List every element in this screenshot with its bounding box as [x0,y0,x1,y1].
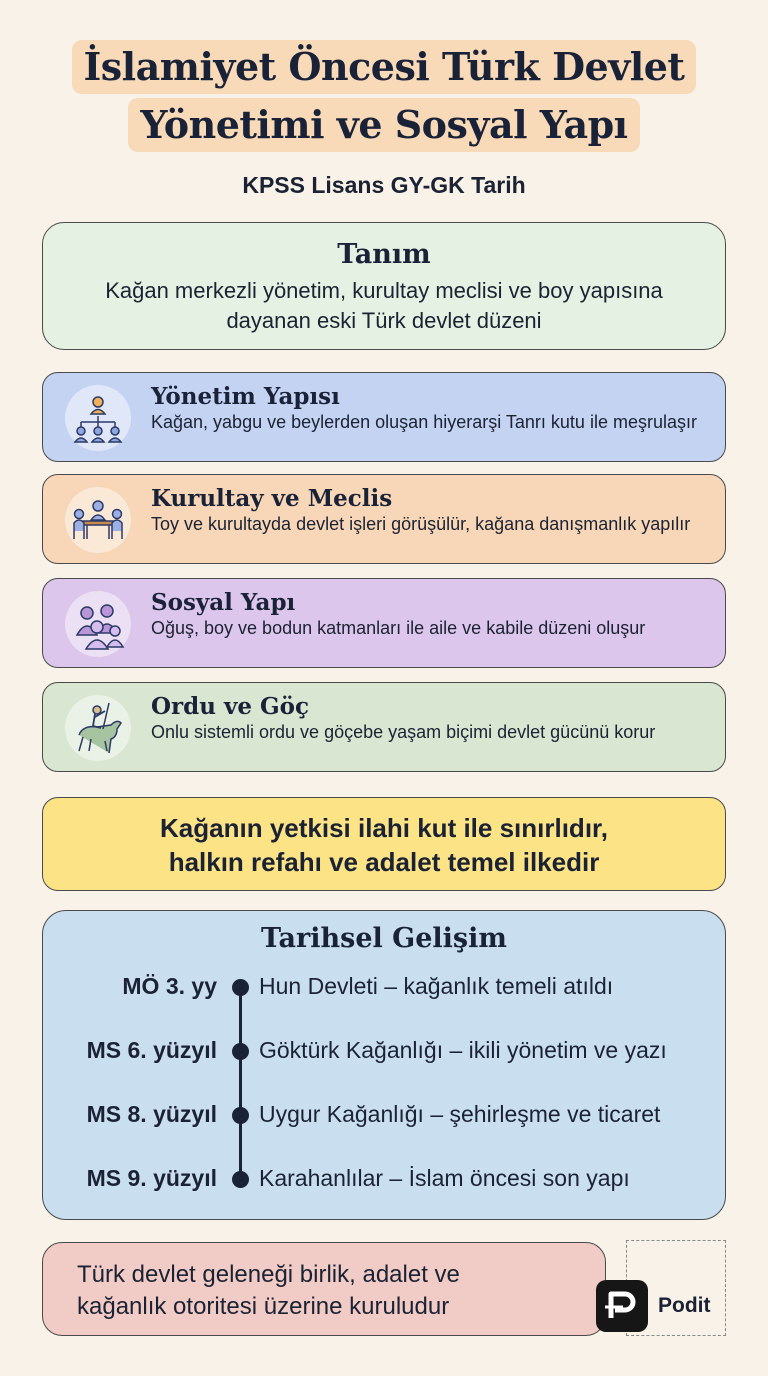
title-line-1: İslamiyet Öncesi Türk Devlet [72,40,697,94]
feature-card-council [42,474,726,564]
feature-card-army [42,682,726,772]
timeline-event: Göktürk Kağanlığı – ikili yönetim ve yazı [259,1037,667,1063]
definition-text: Kağan merkezli yönetim, kurultay meclisi ve boy yapısına dayanan eski Türk devlet düzeni [105,278,663,333]
podit-logo-icon [596,1280,648,1332]
feature-text: Kağan, yabgu ve beylerden oluşan hiyerarşi Tanrı kutu ile meşrulaşır [151,412,697,432]
feature-title: Kurultay ve Meclis [151,485,393,512]
timeline-dot [232,1171,249,1188]
feature-text: Onlu sistemli ordu ve göçebe yaşam biçimi devlet gücünü korur [151,722,656,742]
timeline-dot [232,1107,249,1124]
key-principle-callout [42,797,726,891]
feature-title: Sosyal Yapı [151,589,296,616]
timeline-event: Uygur Kağanlığı – şehirleşme ve ticaret [259,1101,661,1127]
summary-line-2: kağanlık otoritesi üzerine kuruludur [77,1293,450,1320]
timeline-event: Karahanlılar – İslam öncesi son yapı [259,1165,630,1191]
timeline-item [43,1033,725,1067]
hierarchy-icon [65,385,131,451]
definition-card [42,222,726,350]
horse-rider-icon [65,695,131,761]
timeline-axis [239,985,242,1181]
subtitle: KPSS Lisans GY-GK Tarih [242,172,526,198]
timeline-date: MÖ 3. yy [122,973,217,999]
timeline-dot [232,979,249,996]
callout-line-1: Kağanın yetkisi ilahi kut ile sınırlıdır, [160,813,608,843]
timeline-item [43,1161,725,1195]
timeline-card [42,910,726,1220]
summary-callout [42,1242,606,1336]
timeline-item [43,969,725,1003]
feature-title: Ordu ve Göç [151,693,309,720]
definition-title: Tanım [337,239,431,270]
page-title [0,40,768,152]
feature-text: Toy ve kurultayda devlet işleri görüşülür, kağana danışmanlık yapılır [151,514,691,534]
feature-text: Oğuş, boy ve bodun katmanları ile aile ve kabile düzeni oluşur [151,618,646,638]
title-line-2: Yönetimi ve Sosyal Yapı [128,98,639,152]
brand-name: Podit [658,1294,711,1317]
council-meeting-icon [65,487,131,553]
timeline-date: MS 8. yüzyıl [86,1101,217,1127]
summary-line-1: Türk devlet geleneği birlik, adalet ve [77,1261,460,1288]
timeline-item [43,1097,725,1131]
feature-card-governance [42,372,726,462]
people-group-icon [65,591,131,657]
timeline-dot [232,1043,249,1060]
timeline-event: Hun Devleti – kağanlık temeli atıldı [259,973,614,999]
timeline-date: MS 6. yüzyıl [86,1037,217,1063]
callout-line-2: halkın refahı ve adalet temel ilkedir [168,847,600,877]
timeline-title: Tarihsel Gelişim [261,923,507,954]
feature-card-social [42,578,726,668]
timeline-date: MS 9. yüzyıl [86,1165,217,1191]
feature-title: Yönetim Yapısı [151,383,340,410]
